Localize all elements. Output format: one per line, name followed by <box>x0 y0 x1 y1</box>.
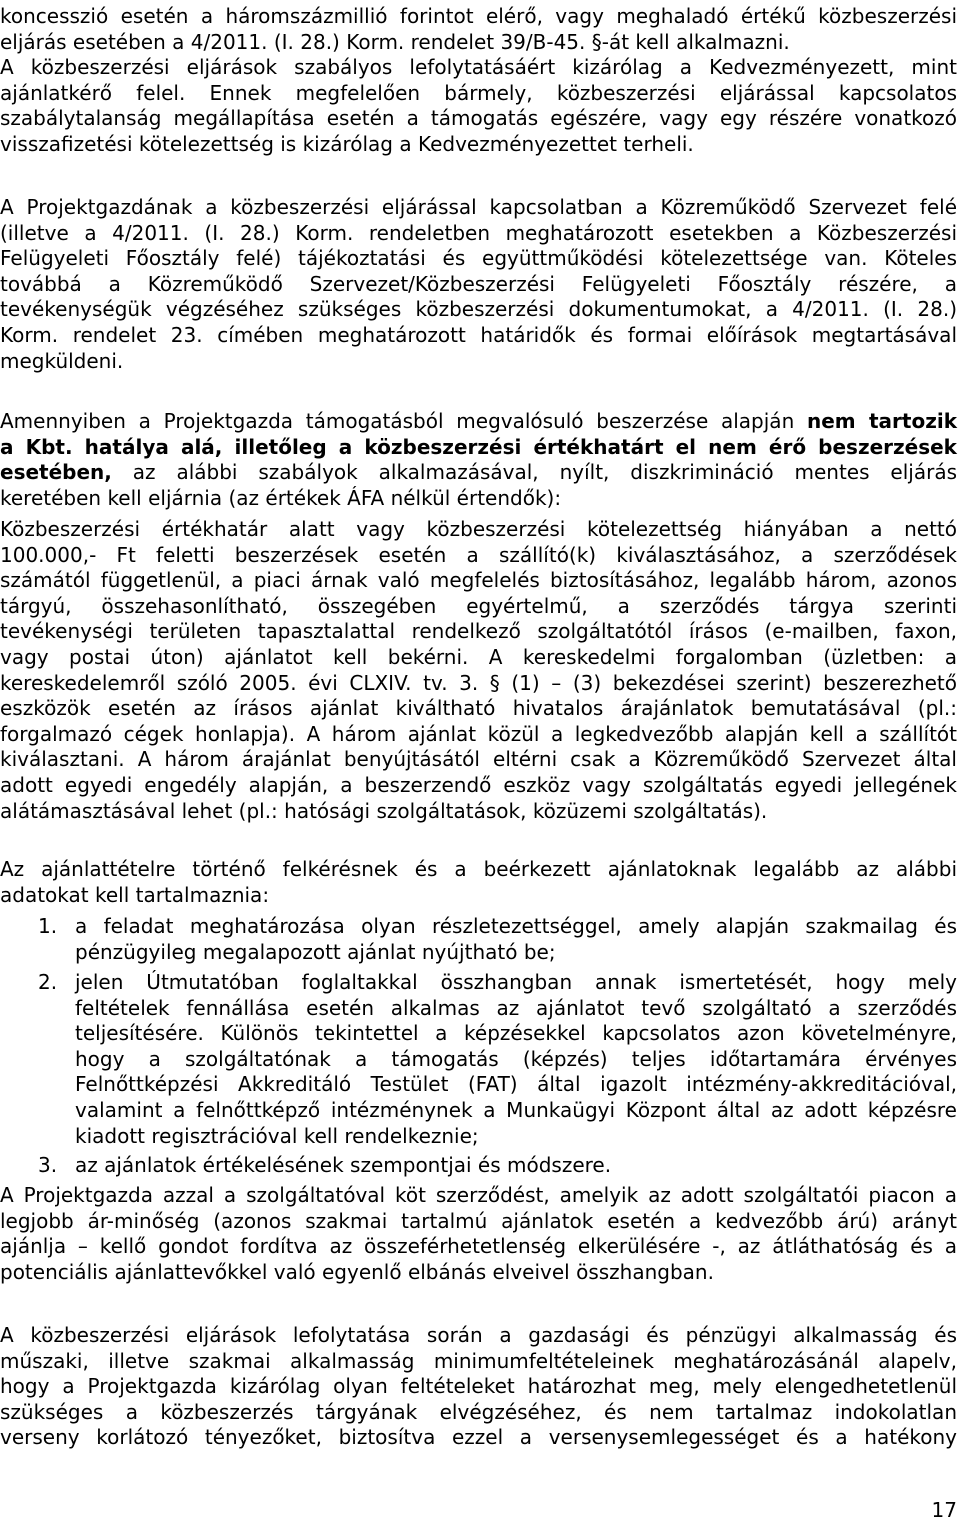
list-item-number: 3. <box>38 1153 58 1177</box>
text-line: A közbeszerzési eljárások szabályos lefolytatásáért kizárólag a Kedvezményezett, mint <box>0 55 957 80</box>
list-item-text <box>75 1153 957 1179</box>
text-line: tevékenységi területen tapasztalattal rendelkező szolgáltatótól írásos (e-mailben, faxon, <box>0 619 957 644</box>
text-segment: az alábbi szabályok alkalmazásával, nyílt, diszkrimináció mentes eljárás <box>132 460 958 485</box>
paragraph-exemption-conditions <box>0 409 957 511</box>
text-line: továbbá a Közreműködő Szervezet/Közbeszerzési Felügyeleti Főosztály részére, a <box>0 271 957 296</box>
paragraph-group-procurement-rules <box>0 4 957 158</box>
paragraph-three-quote-rule <box>0 517 957 824</box>
page-number: 17 <box>931 1498 957 1522</box>
text-line: tevékenységük végzéséhez szükséges közbeszerzési dokumentumokat, a 4/2011. (I. 28.) <box>0 297 957 322</box>
paragraph-beneficiary-responsibility <box>0 55 957 157</box>
text-line: megküldeni. <box>0 348 124 373</box>
text-line: adatokat kell tartalmaznia: <box>0 882 270 907</box>
text-line: eszközök esetén az írásos ajánlat kiváltható hivatalos árajánlatok bemutatásával (pl.: <box>0 696 957 721</box>
text-line: vagy postai úton) ajánlatot kell bekérni. A kereskedelmi forgalomban (üzletben: a <box>0 644 957 669</box>
list-item-text <box>75 914 957 965</box>
text-line: koncesszió esetén a háromszázmillió forintot elérő, vagy meghaladó értékű közbeszerzési <box>0 4 957 28</box>
bold-text-segment: esetében, <box>0 460 112 485</box>
text-line <box>0 435 957 461</box>
text-line <box>0 409 957 435</box>
text-line: verseny korlátozó tényezőket, biztosítva ezzel a versenysemlegességet és a hatékony <box>0 1425 957 1450</box>
text-line: A Projektgazda azzal a szolgáltatóval köt szerződést, amelyik az adott szolgáltatói piacon a <box>0 1183 957 1207</box>
bold-text-segment: a Kbt. hatálya alá, illetőleg a közbeszerzési értékhatárt el nem érő beszerzések <box>0 434 957 459</box>
text-line: jelen Útmutatóban foglaltakkal összhangban annak ismertetését, hogy mely <box>75 970 957 994</box>
list-item <box>0 914 957 965</box>
text-line: szükséges a közbeszerzés tárgyának elvégzéséhez, és nem tartalmaz indokolatlan <box>0 1399 957 1424</box>
text-line: teljesítésére. Különös tekintettel a képzésekkel kapcsolatos azon követelményre, <box>75 1021 957 1046</box>
list-item-number: 2. <box>38 970 58 994</box>
text-line: Korm. rendelet 23. címében meghatározott határidők és formai előírások megtartásával <box>0 322 957 347</box>
text-line: számától függetlenül, a piaci árnak való megfelelés biztosításához, legalább három, azonos <box>0 568 957 593</box>
text-line: Felnőttképzési Akkreditáló Testület (FAT) által igazolt intézmény-akkreditációval, <box>75 1072 957 1097</box>
text-line: Közbeszerzési értékhatár alatt vagy közbeszerzési kötelezettség hiányában a nettó <box>0 517 957 541</box>
text-line: visszafizetési kötelezettség is kizárólag a Kedvezményezettet terheli. <box>0 131 694 156</box>
list-item <box>0 1153 957 1179</box>
text-segment: Amennyiben a Projektgazda támogatásból megvalósuló beszerzése alapján <box>0 409 795 433</box>
text-line: a feladat meghatározása olyan részletezettséggel, amely alapján szakmailag és <box>75 914 957 938</box>
text-line: Az ajánlattételre történő felkérésnek és a beérkezett ajánlatoknak legalább az alábbi <box>0 857 957 881</box>
text-line: forgalmazó cégek honlapja). A három ajánlat közül a legkedvezőbb alapján kell a szállítót <box>0 721 957 746</box>
text-line: hogy a szolgáltatónak a támogatás (képzés) teljes időtartamára érvényes <box>75 1046 957 1071</box>
text-line <box>0 486 957 512</box>
bold-text-segment: nem tartozik <box>807 409 958 433</box>
list-item-text <box>75 970 957 1149</box>
text-line: potenciális ajánlattevőkkel való egyenlő elbánás elveivel összhangban. <box>0 1259 714 1284</box>
text-line: szabálytalanság megállapítása esetén a támogatás egészére, vagy egy részére vonatkozó <box>0 106 957 131</box>
text-line: feltételek fennállása esetén alkalmas az ajánlatot tevő szolgáltató a szerződés <box>75 995 957 1020</box>
text-line: műszaki, illetve szakmai alkalmasság minimumfeltételeinek meghatározásánál alapelv, <box>0 1348 957 1373</box>
text-line: kereskedelemről szóló 2005. évi CLXIV. tv. 3. § (1) – (3) bekezdései szerint) beszerezhető <box>0 670 957 695</box>
list-item-number: 1. <box>38 914 58 938</box>
paragraph-law-reference <box>0 4 957 55</box>
text-line: A közbeszerzési eljárások lefolytatása során a gazdasági és pénzügyi alkalmasság és <box>0 1323 957 1347</box>
text-line: A Projektgazdának a közbeszerzési eljárással kapcsolatban a Közreműködő Szervezet felé <box>0 195 957 219</box>
text-line: alátámasztásával lehet (pl.: hatósági szolgáltatások, közüzemi szolgáltatás). <box>0 798 768 823</box>
text-line: tárgyú, összehasonlítható, összegében egyértelmű, a szerződés tárgya szerinti <box>0 593 957 618</box>
text-line: adott egyedi engedély alapján, a beszerzendő eszköz vagy szolgáltatás egyedi jellegének <box>0 772 957 797</box>
text-line: Felügyeleti Főosztály felé) tájékoztatási és együttműködési kötelezettsége van. Köteles <box>0 246 957 271</box>
text-line: pénzügyileg megalapozott ajánlat nyújtható be; <box>75 939 556 964</box>
text-line: kiadott regisztrációval kell rendelkeznie; <box>75 1123 479 1148</box>
text-line: eljárás esetében a 4/2011. (I. 28.) Korm. rendelet 39/B-45. §-át kell alkalmazni. <box>0 29 790 54</box>
text-line: ajánlatkérő felel. Ennek megfelelően bármely, közbeszerzési eljárással kapcsolatos <box>0 80 957 105</box>
text-line: ajánlja – kellő gondot fordítva az összeférhetetlenség elkerülésére -, az átláthatóság és a <box>0 1234 957 1259</box>
text-line: kiválasztani. A három árajánlat benyújtásától eltérni csak a Közreműködő Szervezet által <box>0 747 957 772</box>
paragraph-contractor-selection <box>0 1183 957 1285</box>
paragraph-suitability-criteria <box>0 1323 957 1451</box>
paragraph-offer-request-contents <box>0 857 957 908</box>
text-segment: keretében kell eljárnia (az értékek ÁFA nélkül értendők): <box>0 485 562 510</box>
paragraph-reporting-obligation <box>0 195 957 374</box>
text-line: az ajánlatok értékelésének szempontjai és módszere. <box>75 1153 612 1177</box>
text-line: legjobb ár-minőség (azonos szakmai tartalmú ajánlatok esetén a kedvezőbb árú) arányt <box>0 1208 957 1233</box>
text-line: hogy a Projektgazda kizárólag olyan feltételeket határozhat meg, mely elengedhetetlenül <box>0 1374 957 1399</box>
list-item <box>0 970 957 1149</box>
text-line: valamint a felnőttképző intézménynek a Munkaügyi Központ által az adott képzésre <box>75 1097 957 1122</box>
text-line: 100.000,- Ft feletti beszerzések esetén a szállító(k) kiválasztásához, a szerződések <box>0 542 957 567</box>
text-line <box>0 460 957 486</box>
text-line: (illetve a 4/2011. (I. 28.) Korm. rendeletben meghatározott esetekben a Közbeszerzési <box>0 220 957 245</box>
